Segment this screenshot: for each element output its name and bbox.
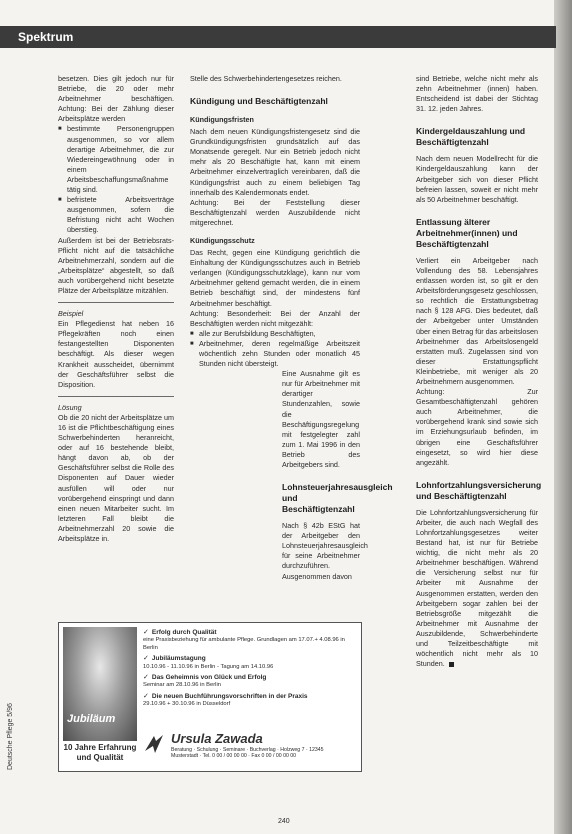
divider xyxy=(58,396,174,397)
journal-sidebar xyxy=(7,640,19,770)
logo-mark-icon xyxy=(143,733,165,755)
ad-event xyxy=(143,629,355,652)
heading: Entlassung älterer Arbeitnehmer(innen) und Beschäftigtenzahl xyxy=(416,216,518,249)
ad-event-title: Erfolg durch Qualität xyxy=(151,629,217,636)
paragraph: Das Recht, gegen eine Kündigung gerichtlich die Einhaltung der Kündigungsschutzes auch in Betrieb verlangen (Kündigungsschutzklage), kann nur vom Arbeitnehmer geltend gemacht werden, die in einem Betrieb beschäftigt sind, der mindestens fünf Arbeitnehmer beschäftigt. xyxy=(190,248,360,308)
ad-company-name: Ursula Zawada xyxy=(171,731,263,746)
ad-event xyxy=(143,655,355,671)
list-item: ■ bestimmte Personengruppen ausgenommen, so vor allem derartige Arbeitnehmer, die zur Wiedereingewöhnung oder in einem Arbeitsbeschaffungsmaßnahme tätig sind. xyxy=(58,124,174,195)
ad-event-text: 10.10.96 - 11.10.96 in Berlin - Tagung am 14.10.96 xyxy=(143,663,274,670)
paragraph: Eine Ausnahme gilt es nur für Arbeitnehmer mit derartiger Stundenzahlen, sowie die Beschäftigungsregelung mit festgelegter zahl zum 1. Mai 1996 in den Betrieb des Arbeitgebers sind. xyxy=(282,369,360,469)
heading: Kündigung und Beschäftigtenzahl xyxy=(190,96,328,107)
page-edge xyxy=(554,0,572,834)
section-header xyxy=(0,26,556,48)
ad-event-text: eine Praxisbeziehung für ambulante Pflege. Grundlagen am 17.07.+ 4.08.96 in Berlin xyxy=(143,637,345,651)
column-1 xyxy=(58,74,174,544)
paragraph: Ob die 20 nicht der Arbeitsplätze um 16 ist die Pflichtbeschäftigung eines Schwerbehinderten heranreicht, oder auf 16 bestehende bleibt, hängt davon ab, ob der Geschäftsführer selbst die Rolle des Disponenten auf Dauer wieder ausfüllen will oder nur vorübergehend einspringt und dann einen neuen Mitarbeiter sucht. Im letzteren Fall bleibt die Arbeitnehmerzahl 20 sowie die Arbeitsplätze in. xyxy=(58,412,174,544)
paragraph-text: Die Lohnfortzahlungsversicherung für Arbeiter, die auch nach Wegfall des Lohnfortzahlungsgesetzes weiter Bestand hat, ist nur für Betriebe wichtig, die nicht mehr als 20 Arbeitnehmer beschäftigen. Während die Versicherung selbst nur für Arbeiter mit Ausnahme der Ausgenommen erstatten, werden den Arbeitgebern sogar zahlen bei der Betriebsgröße mitgezählt die Arbeitnehmer mit Ausnahme der Auszubildende, Schwerbehinderte und Teilzeitbeschäftigte mit wöchentlich nicht mehr als 10 Stunden. xyxy=(416,507,538,669)
ad-event xyxy=(143,674,355,690)
paragraph: Stelle des Schwerbehindertengesetzes reichen. xyxy=(190,74,342,83)
ad-event-text: Seminar am 28.10.96 in Berlin xyxy=(143,682,221,689)
list-item: ■ Arbeitnehmer, deren regelmäßige Arbeitszeit wöchentlich zehn Stunden oder monatlich 45 Stunden nicht übersteigt. xyxy=(190,339,360,369)
paragraph: Außerdem ist bei der Betriebsrats-Pflicht nicht auf die tatsächliche Arbeitnehmerzahl, sondern auf die „Arbeitsplätze“ abgestellt, so daß auch vorübergehend nicht besetzte Plätze der Arbeitsplätze mitzählen. xyxy=(58,235,174,295)
ad-event-text: 29.10.96 + 30.10.96 in Düsseldorf xyxy=(143,701,231,708)
list-item: ■ alle zur Berufsbildung Beschäftigten, xyxy=(190,329,360,339)
paragraph xyxy=(416,508,538,670)
advertisement xyxy=(58,622,362,772)
ad-event-list xyxy=(143,629,355,712)
ad-company-details: Beratung · Schulung · Seminare · Buchverlag · Holzweg 7 · 12345 Musterstadt · Tel. 0 00 / 00 00 00 · Fax 0 00 / 00 00 00 xyxy=(171,747,324,760)
ad-jubilee-label: Jubiläum xyxy=(67,713,116,725)
list-item: ■ befristete Arbeitsverträge ausgenommen, sofern die Befristung nicht acht Wochen überstieg. xyxy=(58,195,174,235)
example-label: Beispiel xyxy=(58,309,84,319)
heading: Kindergeldauszahlung und Beschäftigtenzahl xyxy=(416,126,526,148)
paragraph: besetzen. Dies gilt jedoch nur für Betriebe, die 20 oder mehr Arbeitnehmer beschäftigen. Achtung: Bei der Zählung dieser Arbeitsplätze werden xyxy=(58,74,174,124)
journal-reference: Deutsche Pflege 5/96 xyxy=(7,703,14,770)
ad-event xyxy=(143,693,355,709)
ad-tagline: 10 Jahre Erfahrung und Qualität xyxy=(63,743,137,762)
column-2 xyxy=(190,74,393,582)
paragraph: Ein Pflegedienst hat neben 16 Pflegekräften noch einen festangestellten Disponenten beschäftigt. Als dieser wegen Krankheit ausscheidet, übernimmt der Geschäftsführer selbst die Disposition. xyxy=(58,319,174,389)
paragraph: Achtung: Bei der Feststellung dieser Beschäftigtenzahl werden Auszubildende nicht mitgerechnet. xyxy=(190,197,360,227)
paragraph: Verliert ein Arbeitgeber nach Vollendung des 58. Lebensjahres entlassen worden ist, so gilt er den Arbeitsförderungsgesetz geschlossen, so rechtlich die Erstattungsbetrag nach § 128 AFG. Dies bedeutet, daß der Arbeitgeber unter Umständen über einen Betrag für das arbeitslosen Arbeitnehmer das Arbeitslosengeld erstatten muß. Zugelassen sind von dieser Erstattungspflicht Kleinbetriebe, mit weniger als 20 Arbeitnehmern ausgenommen. xyxy=(416,255,538,386)
paragraph: Nach § 42b EStG hat der Arbeitgeber den Lohnsteuerjahresausgleich für seine Arbeitnehmer durchzuführen. Ausgenommen davon xyxy=(282,521,368,581)
page-number: 240 xyxy=(278,818,290,825)
paragraph: Achtung: Besonderheit: Bei der Anzahl der Beschäftigten werden nicht mitgezählt: xyxy=(190,308,360,328)
paragraph: Achtung: Zur Gesamtbeschäftigtenzahl gehören auch Arbeitnehmer, die vorübergehend krank sind sowie sich im Erziehungsurlaub befinden, im übrigen eine Geschäftsführer eingesetzt, so wird hier diese angezählt. xyxy=(416,387,538,467)
column-3 xyxy=(416,74,542,669)
ad-logo xyxy=(143,731,355,767)
paragraph: Nach dem neuen Kündigungsfristengesetz sind die Grundkündigungsfristen grundsätzlich auf das Monatsende geregelt. Nur ein Betrieb jedoch nicht mehr als 20 Beschäftigte hat, kann mit einem Arbeitnehmer einzelvertraglich vereinbaren, daß die Kündigungsfrist auch zu einem beliebigen Tag innerhalb des Kalendermonats endet. xyxy=(190,127,360,197)
bullet-list xyxy=(58,124,174,235)
ad-event-title: Die neuen Buchführungsvorschriften in der Praxis xyxy=(151,692,308,700)
ad-event-title: Jubiläumstagung xyxy=(151,655,206,663)
section-title: Spektrum xyxy=(18,30,74,44)
paragraph: Nach dem neuen Modellrecht für die Kindergeldauszahlung kann der Arbeitgeber sich von dieser Pflicht befreien lassen, soweit er nicht mehr als 50 Arbeitnehmer beschäftigt. xyxy=(416,154,538,204)
subheading: Kündigungsfristen xyxy=(190,115,254,125)
heading: Lohnfortzahlungsversicherung und Beschäftigtenzahl xyxy=(416,479,542,501)
end-mark-icon xyxy=(449,662,454,667)
solution-label: Lösung xyxy=(58,402,82,412)
subheading: Kündigungsschutz xyxy=(190,236,255,246)
divider xyxy=(58,302,174,303)
paragraph: sind Betriebe, welche nicht mehr als zehn Arbeitnehmer (innen) haben. Entscheidend ist dabei der Stichtag 31. 12. jeden Jahres. xyxy=(416,74,538,114)
bullet-list xyxy=(190,329,360,369)
ad-event-title: Das Geheimnis von Glück und Erfolg xyxy=(151,674,267,682)
heading: Lohnsteuerjahresausgleich und Beschäftigtenzahl xyxy=(282,482,393,515)
